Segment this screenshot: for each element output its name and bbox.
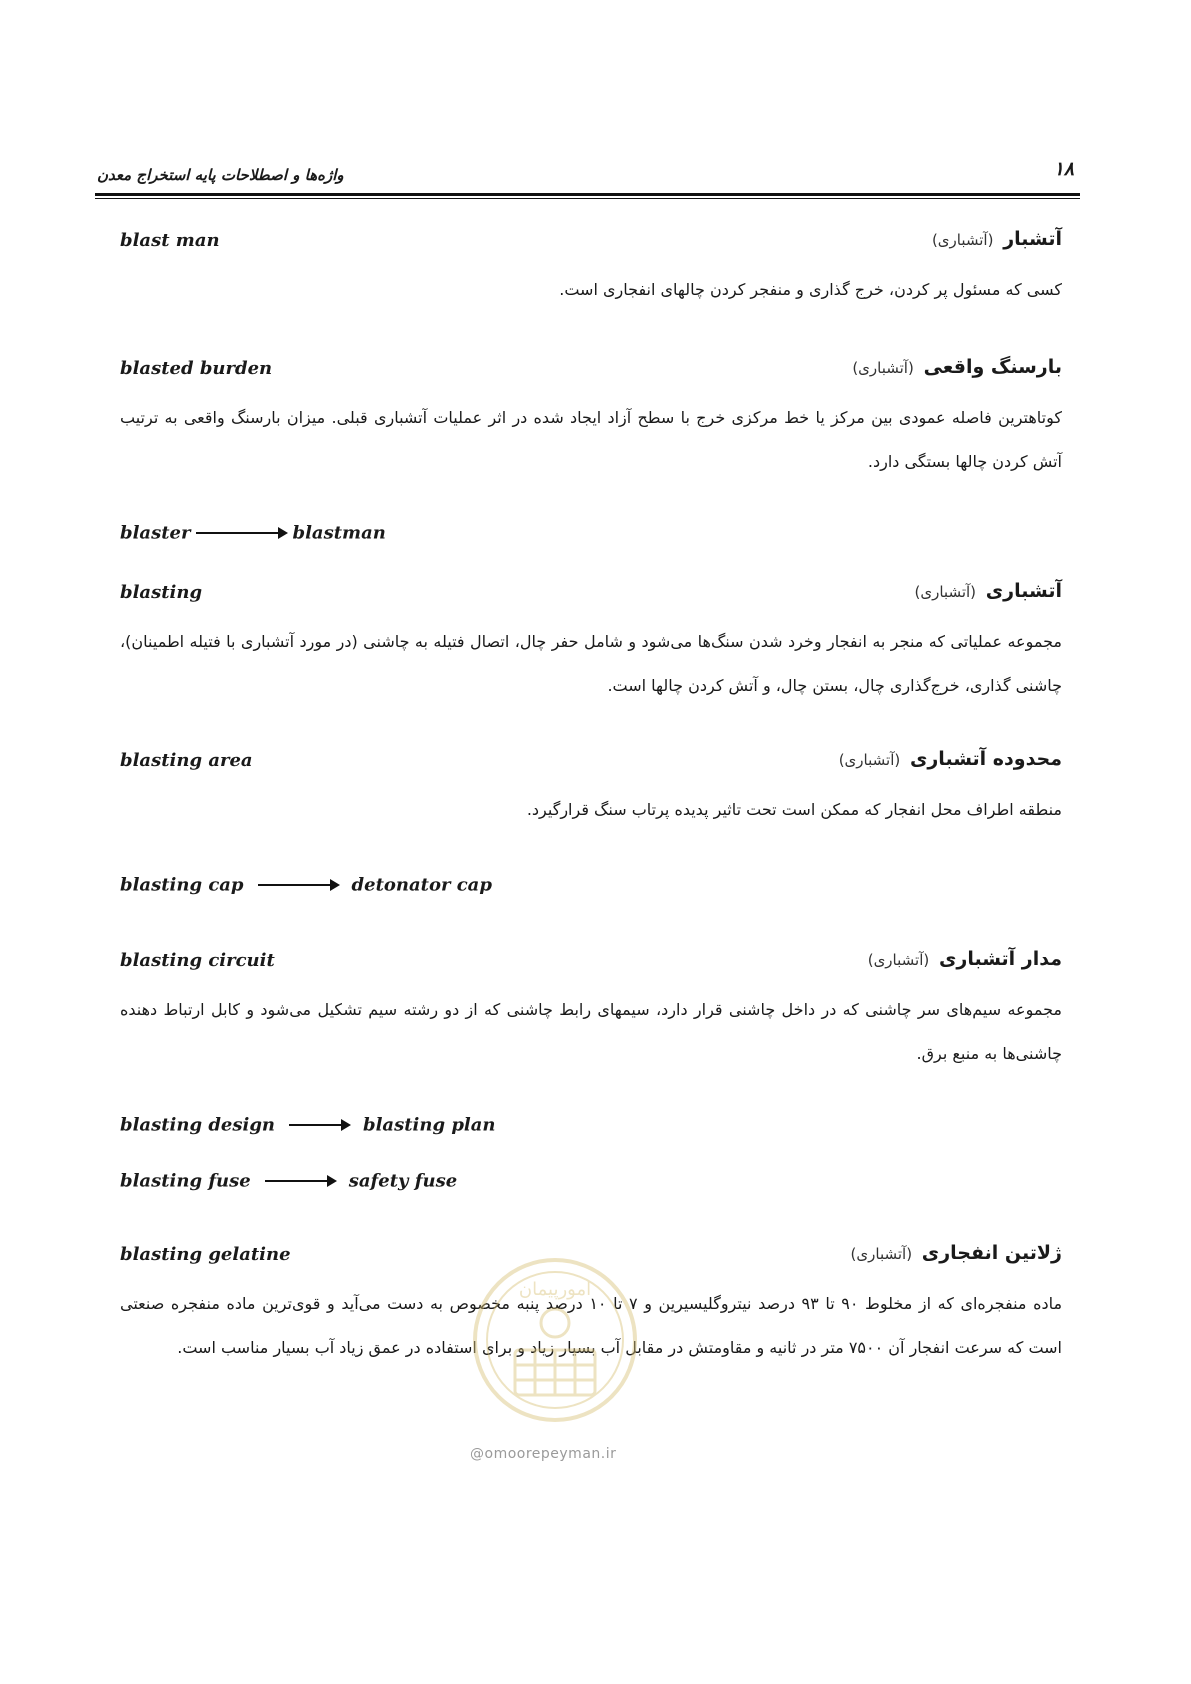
term-definition: کسی که مسئول پر کردن، خرج گذاری و منفجر کردن چالهای انفجاری است.	[559, 280, 1062, 299]
term-persian	[851, 1242, 1062, 1264]
term-persian-head: آتشبار	[1003, 228, 1062, 250]
arrow-right-icon	[265, 1180, 335, 1182]
term-category: (آتشباری)	[838, 751, 901, 769]
term-english: blasting gelatine	[120, 1244, 291, 1265]
watermark-url: @omoorepeyman.ir	[470, 1446, 617, 1462]
term-category: (آتشباری)	[914, 583, 977, 601]
running-title: واژه‌ها و اصطلاحات پایه استخراج معدن	[97, 166, 344, 184]
cross-reference	[120, 1170, 457, 1200]
term-category: (آتشباری)	[852, 359, 914, 377]
watermark-seal	[470, 1245, 640, 1445]
cross-reference	[120, 1114, 496, 1144]
xref-to: safety fuse	[348, 1170, 458, 1192]
term-definition: ماده منفجره‌ای که از مخلوط ۹۰ تا ۹۳ درصد نیتروگلیسیرین و ۷ تا ۱۰ درصد پنبه مخصوص به دست می‌آید و قوی‌ترین ماده منفجره صنعتی است که سرعت انفجار آن ۷۵۰۰ متر در ثانیه و مقاومتش در مقابل آب بسیار زیاد و برای استفاده در عمق زیاد آب بسیار مناسب است.	[120, 1294, 1063, 1357]
glossary-entry	[120, 748, 1062, 832]
term-english: blast man	[120, 230, 220, 251]
glossary-entry	[120, 580, 1062, 708]
term-category: (آتشباری)	[931, 231, 994, 249]
term-persian	[868, 948, 1062, 970]
term-persian-head: مدار آتشباری	[938, 948, 1062, 970]
term-persian	[915, 580, 1062, 602]
term-persian	[932, 228, 1062, 250]
term-persian	[852, 356, 1062, 378]
xref-from: blaster	[120, 522, 191, 544]
xref-to: detonator cap	[351, 874, 492, 896]
term-persian-head: آتشباری	[985, 580, 1062, 602]
term-persian-head: بارسنگ واقعی	[923, 356, 1062, 378]
header-rule-thick	[95, 193, 1080, 196]
term-category: (آتشباری)	[867, 951, 930, 969]
xref-to: blasting plan	[363, 1114, 496, 1136]
term-persian	[839, 748, 1062, 770]
term-english: blasting area	[120, 750, 253, 771]
term-persian-head: محدوده آتشباری	[909, 748, 1062, 770]
glossary-entry	[120, 228, 1062, 312]
xref-to: blastman	[292, 522, 386, 544]
term-definition: منطقه اطراف محل انفجار که ممکن است تحت تاثیر پدیده پرتاب سنگ قرارگیرد.	[526, 800, 1062, 819]
cross-reference	[120, 874, 492, 904]
term-english: blasting circuit	[120, 950, 275, 971]
watermark-seal-text: امورپیمان	[518, 1279, 592, 1300]
xref-from: blasting fuse	[120, 1170, 251, 1192]
cross-reference	[120, 522, 386, 552]
term-english: blasting	[120, 582, 203, 603]
header-rule-thin	[95, 198, 1080, 199]
arrow-right-icon	[289, 1124, 349, 1126]
arrow-right-icon	[258, 884, 338, 886]
page-header	[95, 158, 1080, 194]
page-number: ۱۸	[1053, 158, 1074, 180]
xref-from: blasting cap	[120, 874, 244, 896]
term-english: blasted burden	[120, 358, 273, 379]
arrow-right-icon	[196, 532, 286, 534]
glossary-entry	[120, 948, 1062, 1076]
glossary-entry	[120, 356, 1062, 484]
term-persian-head: ژلاتین انفجاری	[921, 1242, 1062, 1264]
term-definition: کوتاهترین فاصله عمودی بین مرکز یا خط مرکزی خرج با سطح آزاد ایجاد شده در اثر عملیات آتشباری قبلی. میزان بارسنگ واقعی به ترتیب آتش کردن چالها بستگی دارد.	[120, 408, 1062, 471]
term-category: (آتشباری)	[850, 1245, 913, 1263]
term-definition: مجموعه سیم‌های سر چاشنی که در داخل چاشنی قرار دارد، سیمهای رابط چاشنی که از دو رشته سیم تشکیل می‌شود و کابل ارتباط دهنده چاشنی‌ها به منبع برق.	[120, 1000, 1062, 1063]
term-definition: مجموعه عملیاتی که منجر به انفجار وخرد شدن سنگ‌ها می‌شود و شامل حفر چال، اتصال فتیله به چاشنی (در مورد آتشباری با فتیله اطمینان)، چاشنی گذاری، خرج‌گذاری چال، بستن چال، و آتش کردن چالها است.	[120, 632, 1062, 695]
xref-from: blasting design	[120, 1114, 275, 1136]
